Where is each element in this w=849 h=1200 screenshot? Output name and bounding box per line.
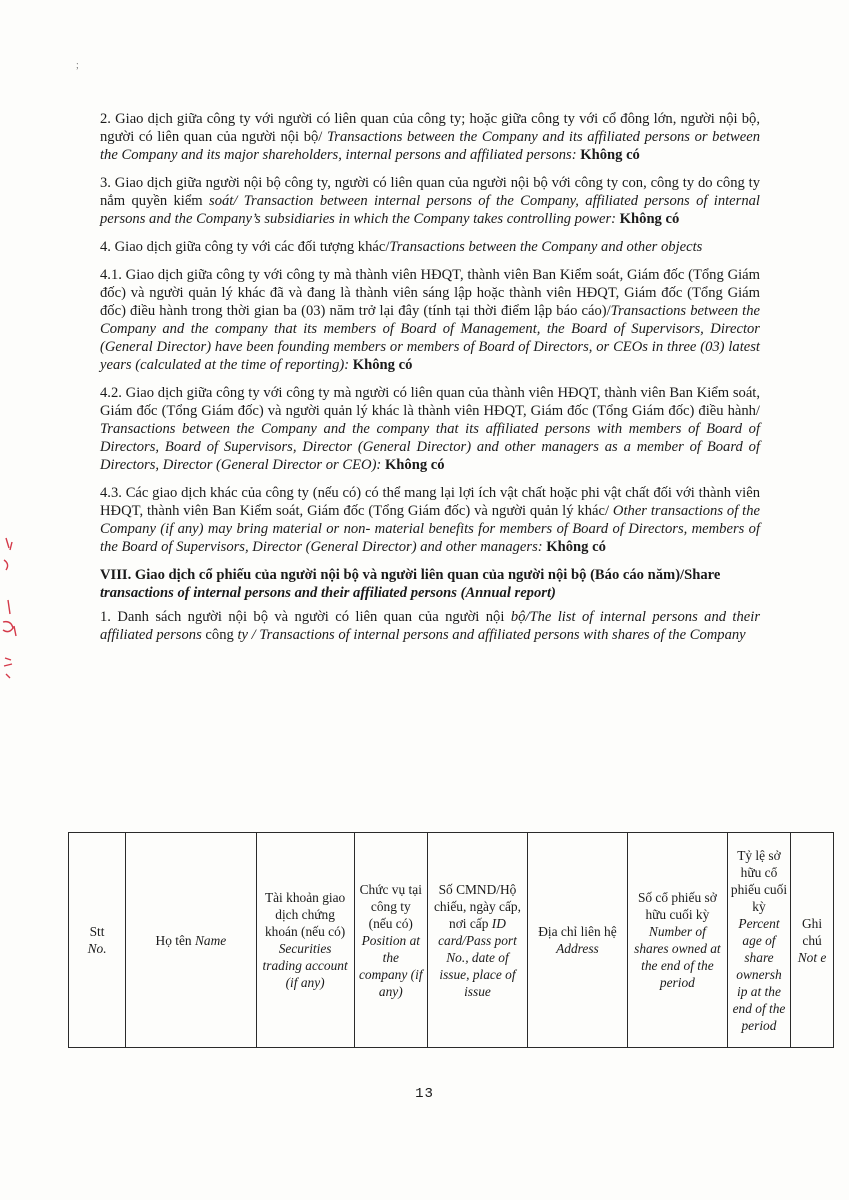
page-number: 13 xyxy=(415,1086,434,1102)
paragraph-3: 3. Giao dịch giữa người nội bộ công ty, người có liên quan của người nội bộ với công ty con, công ty do công ty nắm quyền kiểm soát/ Transaction between internal persons of the Company, affiliated persons of internal persons and the Company’s subsidiaries in which the Company takes controlling power: Không có xyxy=(100,175,760,227)
paragraph-4-2: 4.2. Giao dịch giữa công ty với công ty mà người có liên quan của thành viên HĐQT, thành viên Ban Kiểm soát, Giám đốc (Tổng Giám đốc) và người quản lý khác là thành viên HĐQT, Giám đốc (Tổng Giám đốc) điều hành/ Transactions between the Company and the company that its affiliated persons with members of Board of Directors, Board of Supervisors, Director (General Director) and other managers as a member of Board of Directors, Director (General Director or CEO): Không có xyxy=(100,385,760,473)
header-note: Ghi chú Not e xyxy=(791,833,834,1048)
list-intro: 1. Danh sách người nội bộ và người có liên quan của người nội bộ/The list of internal persons and their affiliated persons công ty / Transactions of internal persons and affiliated persons with shares of the Company xyxy=(100,609,760,643)
table-header-row xyxy=(69,833,834,1048)
shares-table-wrapper xyxy=(68,832,834,1048)
internal-persons-table xyxy=(68,832,834,1048)
header-ownership-percent: Tỷ lệ sở hữu cổ phiếu cuối kỳ Percent age of share ownersh ip at the end of the period xyxy=(727,833,790,1048)
header-name: Họ tên Name xyxy=(126,833,257,1048)
header-securities-account: Tài khoản giao dịch chứng khoán (nếu có) Securities trading account (if any) xyxy=(256,833,354,1048)
paragraph-2: 2. Giao dịch giữa công ty với người có liên quan của công ty; hoặc giữa công ty với cổ đông lớn, người nội bộ, người có liên quan của người nội bộ/ Transactions between the Company and its affiliated persons or between the Company and its major shareholders, internal persons and affiliated persons: Không có xyxy=(100,111,760,163)
header-address: Địa chỉ liên hệ Address xyxy=(527,833,627,1048)
red-stamp-fragment xyxy=(0,530,24,700)
header-shares-owned: Số cổ phiếu sở hữu cuối kỳ Number of shares owned at the end of the period xyxy=(627,833,727,1048)
section-viii-heading: VIII. Giao dịch cổ phiếu của người nội bộ và người liên quan của người nội bộ (Báo cáo năm)/Share transactions of internal persons and their affiliated persons (Annual report) xyxy=(100,567,721,601)
header-id-card: Số CMND/Hộ chiếu, ngày cấp, nơi cấp ID card/Pass port No., date of issue, place of issue xyxy=(428,833,528,1048)
main-content xyxy=(100,110,760,654)
paragraph-4-1: 4.1. Giao dịch giữa công ty với công ty mà thành viên HĐQT, thành viên Ban Kiểm soát, Giám đốc (Tổng Giám đốc) và người quản lý khác đã và đang là thành viên sáng lập hoặc thành viên HĐQT, Giám đốc (Tổng Giám đốc) điều hành trong thời gian ba (03) năm trở lại đây (tính tại thời điểm lập báo cáo)/Transactions between the Company and the company that its members of Board of Management, the Board of Supervisors, Director (General Director) have been founding members or members of Board of Directors, or CEOs in three (03) latest years (calculated at the time of reporting): Không có xyxy=(100,267,760,373)
paragraph-4-3: 4.3. Các giao dịch khác của công ty (nếu có) có thể mang lại lợi ích vật chất hoặc phi vật chất đối với thành viên HĐQT, thành viên Ban Kiểm soát, Giám đốc (Tổng Giám đốc) và người quản lý khác/ Other transactions of the Company (if any) may bring material or non- material benefits for members of Board of Directors, members of the Board of Supervisors, Director (General Director) and other managers: Không có xyxy=(100,485,760,555)
header-no: Stt No. xyxy=(69,833,126,1048)
header-position: Chức vụ tại công ty (nếu có) Position at the company (if any) xyxy=(354,833,427,1048)
paragraph-4: 4. Giao dịch giữa công ty với các đối tượng khác/Transactions between the Company and other objects xyxy=(100,239,703,255)
scan-speck: ; xyxy=(76,60,79,71)
